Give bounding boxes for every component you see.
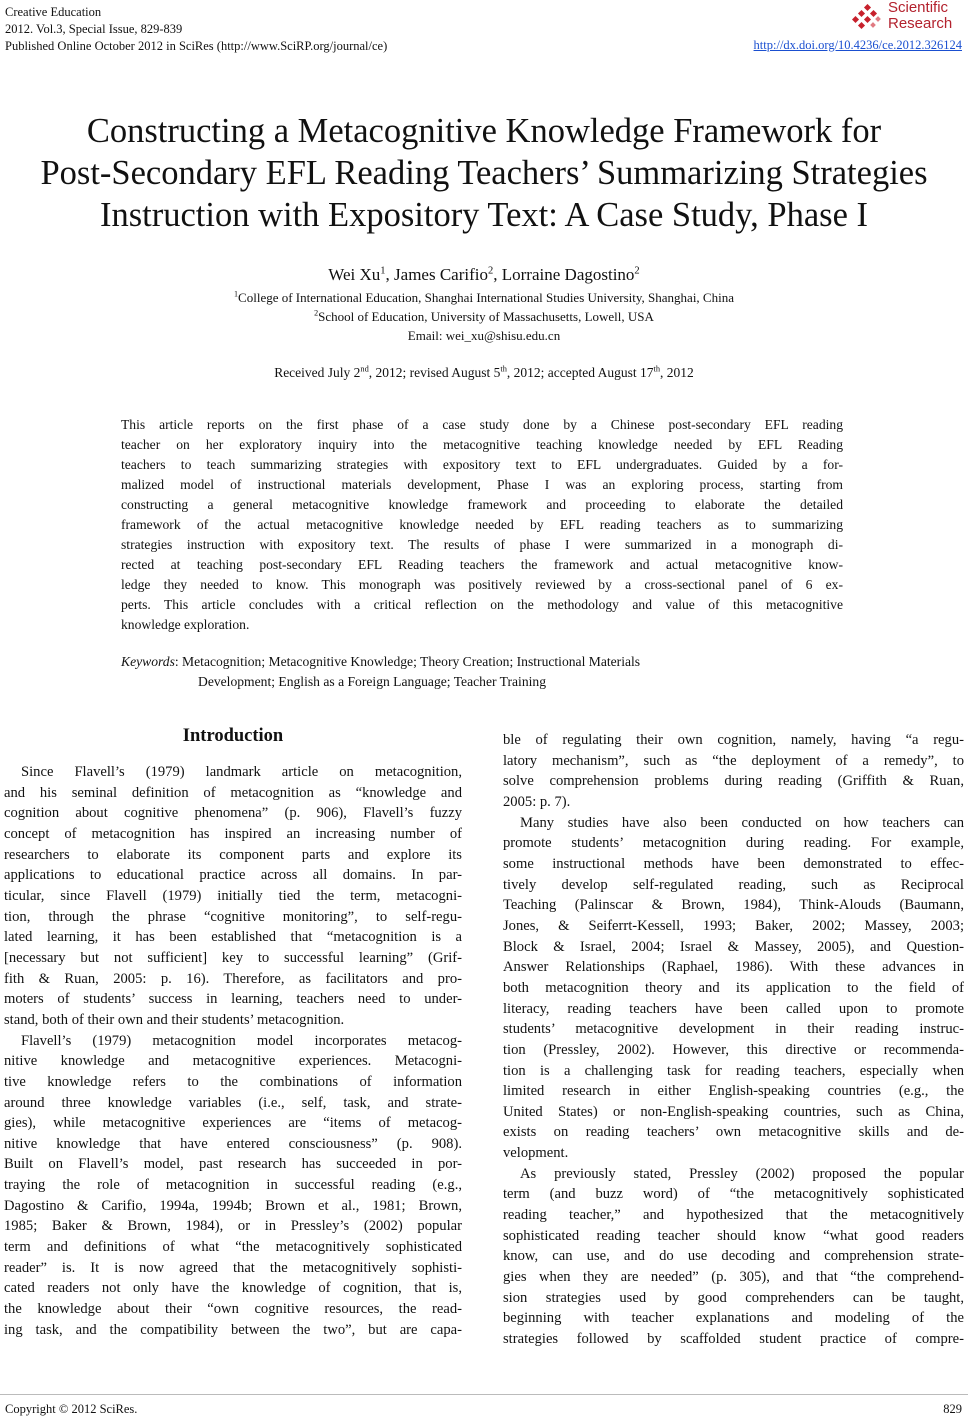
body-line: tion is a challenging task for reading teachers, especially when (503, 1062, 964, 1079)
journal-volume: 2012. Vol.3, Special Issue, 829-839 (5, 22, 183, 36)
logo-text: Scientific Research (888, 0, 953, 32)
body-line: researchers to elaborate its component parts and explore its (4, 846, 462, 863)
doi-link[interactable]: http://dx.doi.org/10.4236/ce.2012.326124 (753, 38, 962, 52)
body-line: Many studies have also been conducted on how teachers can (520, 814, 964, 831)
body-line: tion (Pressley, 2002). However, this directive or recommenda- (503, 1041, 964, 1058)
abstract-line: strategies instruction with expository text. The results of phase I were summarized in a monograph di- (121, 537, 843, 552)
title-line: Constructing a Metacognitive Knowledge Framework for (86, 112, 882, 150)
body-line: cognition about cognitive phenomena” (p. 906), Flavell’s fuzzy (4, 805, 462, 822)
abstract-line: framework of the actual metacognitive knowledge needed by EFL reading teachers as to summarizing (121, 517, 843, 532)
body-line: moters of students’ success in learning, teachers need to under- (4, 991, 462, 1008)
page-number: 829 (943, 1402, 962, 1416)
body-line: 1985; Baker & Brown, 1984), or in Pressley’s (2002) popular (4, 1218, 462, 1235)
body-line: latory mechanism”, such as “the deployment of a remedy”, to (503, 752, 964, 769)
body-line: concept of metacognition has inspired an increasing number of (4, 825, 462, 842)
body-line: term (and buzz word) of “the metacognitively sophisticated (503, 1186, 964, 1203)
author-list: Wei Xu$^1$, James Carifio$^2$, Lorraine Dagostino$^2$ (328, 265, 640, 284)
body-line: solve comprehension problems during reading (Griffith & Ruan, (503, 773, 964, 790)
body-line: literacy, reading teachers have been called upon to promote (503, 1000, 964, 1017)
journal-header (5, 4, 387, 55)
body-line: reader” is. It is now agreed that the metacognitively sophisti- (4, 1259, 462, 1276)
footer-divider (0, 1394, 968, 1395)
body-line: exists on reading teachers’ own metacognitive skills and de- (503, 1124, 964, 1141)
right-column (503, 730, 964, 1350)
body-line: velopment. (503, 1145, 569, 1162)
body-line: sion strategies used by good comprehenders can be taught, (503, 1289, 964, 1306)
abstract (121, 415, 843, 635)
body-line: gies), while metacognitive experiences are “items of metacog- (4, 1115, 462, 1132)
journal-name: Creative Education (5, 5, 102, 19)
body-line: As previously stated, Pressley (2002) proposed the popular (520, 1165, 964, 1182)
body-line: both metacognition theory and its application to the field of (503, 979, 964, 996)
body-line: nitive knowledge that have entered consciousness” (p. 908). (4, 1135, 462, 1152)
keywords-line: : Metacognition; Metacognitive Knowledge; Theory Creation; Instructional Materials (174, 654, 641, 669)
body-line: Built on Flavell’s model, past research has succeeded in por- (4, 1156, 462, 1173)
author-email: Email: wei_xu@shisu.edu.cn (407, 328, 561, 343)
body-line: [necessary but not sufficient] key to successful learning” (Grif- (4, 949, 462, 966)
body-line: term and definitions of what “the metacognitively sophisticated (4, 1239, 462, 1256)
abstract-line: teacher on her exploratory inquiry into the metacognitive teaching knowledge needed by EFL Reading (121, 437, 843, 452)
body-line: ing task, and the compatibility between the two”, but are capa- (4, 1321, 462, 1338)
abstract-line: rected at teaching post-secondary EFL Reading teachers the framework and actual metacognitive know- (121, 557, 843, 572)
body-line: promote students’ metacognition during reading. For example, (503, 835, 964, 852)
keywords-label: Keywords (121, 654, 175, 669)
abstract-line: constructing a general metacognitive knowledge framework and proceeding to elaborate the detailed (121, 497, 843, 512)
journal-published: Published Online October 2012 in SciRes (http://www.SciRP.org/journal/ce) (5, 39, 388, 53)
body-line: 2005: p. 7). (503, 793, 571, 810)
body-line: Since Flavell’s (1979) landmark article on metacognition, (21, 764, 462, 780)
abstract-line: ledge they needed to know. This monograph was positively reviewed by a cross-sectional panel of 6 ex- (121, 577, 843, 592)
body-line: around three knowledge variables (i.e., self, task, and strate- (4, 1094, 462, 1111)
author-name: Wei Xu (328, 265, 381, 284)
copyright: Copyright © 2012 SciRes. (5, 1402, 138, 1416)
body-line: tive knowledge refers to the combinations of information (4, 1073, 462, 1090)
abstract-line: teachers to teach summarizing strategies with expository text to EFL undergraduates. Guided by a for- (121, 457, 843, 472)
body-line: tively develop self-regulated reading, such as Reciprocal (503, 876, 964, 893)
body-line: Jones, & Seiferrt-Kessell, 1993; Baker, 2002; Massey, 2003; (503, 917, 964, 934)
body-line: some instructional methods have been demonstrated to effec- (503, 855, 964, 872)
body-line: reading teacher,” and hypothesized that the metacognitively (503, 1207, 964, 1224)
abstract-line: perts. This article concludes with a critical reflection on the methodology and value of this metacognitive (121, 597, 843, 612)
section-heading-introduction: Introduction (182, 726, 284, 746)
body-line: tion, through the phrase “cognitive monitoring”, to self-regu- (4, 908, 462, 925)
author-name: , Lorraine Dagostino (493, 265, 635, 284)
logo-diamond-icon (852, 4, 882, 30)
body-line: cated readers not only have the knowledge of cognition, that is, (4, 1280, 462, 1297)
body-line: beginning with teacher explanations and modeling of the (503, 1310, 964, 1327)
body-line: Flavell’s (1979) metacognition model incorporates metacog- (21, 1032, 462, 1049)
body-line: nitive knowledge and metacognitive experiences. Metacogni- (4, 1053, 462, 1070)
affiliation-1: $^1$College of International Education, Shanghai International Studies University, Shanghai, China (234, 289, 734, 305)
body-line: applications to educational practice across all domains. In par- (4, 867, 462, 884)
received-dates: Received July 2nd, 2012; revised August 5th, 2012; accepted August 17th, 2012 (274, 364, 694, 380)
abstract-line: malized model of instructional materials development, Phase I was an exploring process, starting from (121, 477, 843, 492)
body-line: stand, both of their own and their students’ metacognition. (4, 1011, 345, 1028)
body-line: Dagostino & Carifio, 1994a, 1994b; Brown et al., 1981; Brown, (4, 1197, 462, 1214)
left-column (4, 762, 462, 1340)
body-line: students’ metacognitive development in their reading instruc- (503, 1021, 964, 1038)
body-line: and his seminal definition of metacognition as “knowledge and (4, 784, 462, 801)
body-line: ble of regulating their own cognition, namely, having “a regu- (503, 732, 964, 748)
body-line: know, can use, and do use decoding and comprehension strate- (503, 1248, 964, 1265)
abstract-line: This article reports on the first phase of a case study done by a Chinese post-secondary EFL reading (121, 417, 843, 432)
body-line: ticular, since Flavell (1979) initially tied the term, metacogni- (4, 887, 462, 904)
title-line: Post-Secondary EFL Reading Teachers’ Summarizing Strategies (40, 154, 928, 192)
body-line: sophisticated reading teacher should know “what good readers (503, 1227, 964, 1244)
body-line: United States) or non-English-speaking countries, such as China, (503, 1103, 964, 1120)
body-line: Teaching (Palinscar & Brown, 1984), Think-Alouds (Baumann, (503, 897, 964, 914)
title-line: Instruction with Expository Text: A Case Study, Phase I (99, 196, 869, 234)
body-line: strategies followed by scaffolded student practice of compre- (503, 1331, 964, 1348)
affiliation-2: $^2$School of Education, University of Massachusetts, Lowell, USA (314, 308, 654, 324)
scientific-research-logo (852, 0, 962, 34)
body-line: gies when they are needed” (p. 305), and that “the comprehend- (503, 1269, 964, 1286)
body-line: Block & Israel, 2004; Israel & Massey, 2005), and Question- (503, 938, 964, 955)
body-line: the knowledge about their “own cognitive resources, the read- (4, 1301, 462, 1318)
keywords (121, 652, 861, 692)
body-line: traying the role of metacognition in successful reading (e.g., (4, 1177, 462, 1194)
body-line: limited research in either English-speaking countries (e.g., the (503, 1083, 964, 1100)
abstract-line: knowledge exploration. (121, 617, 250, 632)
body-line: Answer Relationships (Raphael, 1986). With these advances in (503, 959, 964, 976)
keywords-line: Development; English as a Foreign Language; Teacher Training (198, 674, 547, 689)
article-title (0, 110, 968, 236)
author-name: , James Carifio (385, 265, 488, 284)
body-line: fith & Ruan, 2005: p. 16). Therefore, as facilitators and pro- (4, 970, 462, 987)
body-line: lated learning, it has been established that “metacognition is a (4, 929, 462, 946)
